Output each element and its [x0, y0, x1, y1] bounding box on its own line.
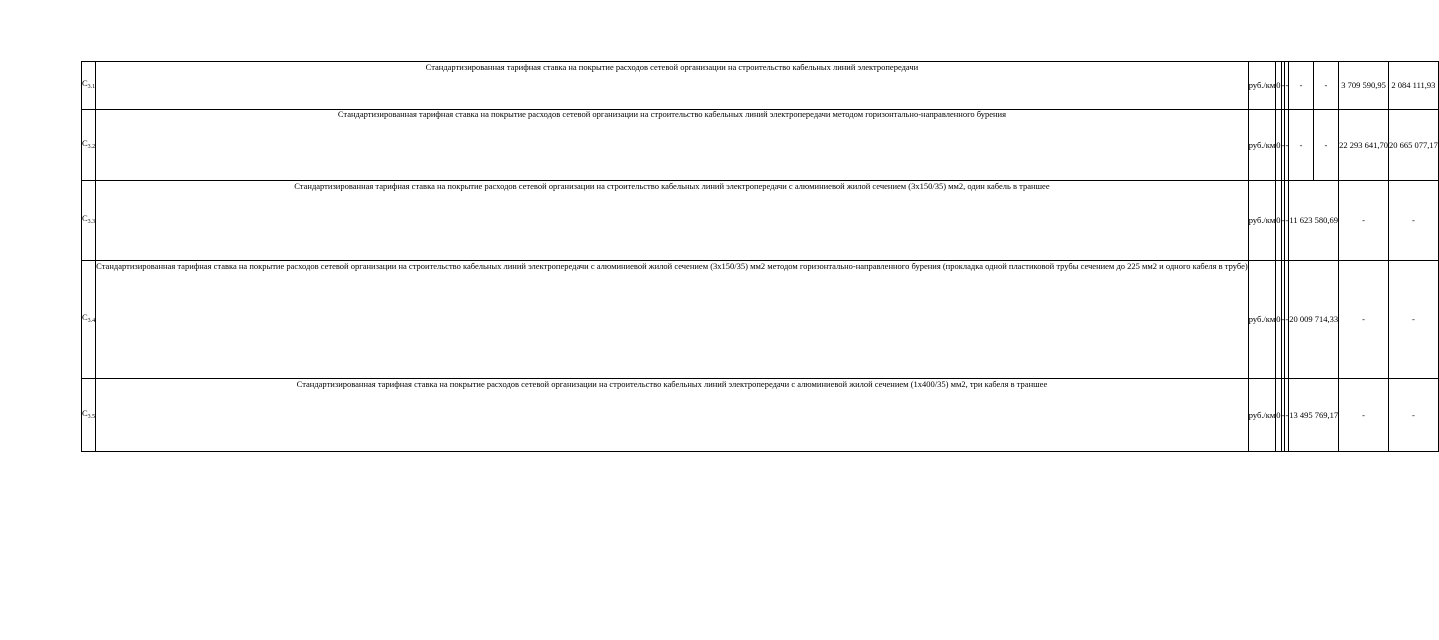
table-row: [82, 62, 1439, 110]
description-cell: Стандартизированная тарифная ставка на покрытие расходов сетевой организации на строительство кабельных линий электропередачи с алюминиевой жилой сечением (3х150/35) мм2, один кабель в траншее: [96, 181, 1249, 261]
table-row: [82, 379, 1439, 452]
table-row: [82, 110, 1439, 181]
rate-code-cell: $С_{3.4}$: [82, 261, 96, 379]
merged-value-cell: 11 623 580,69: [1289, 181, 1339, 261]
unit-cell: руб./км: [1248, 379, 1276, 452]
value-cell: -: [1285, 379, 1289, 452]
value-cell: 0: [1276, 261, 1281, 379]
value-cell: -: [1388, 181, 1438, 261]
rate-code-cell: $С_{3.5}$: [82, 379, 96, 452]
value-cell: 20 665 077,17: [1388, 110, 1438, 181]
value-cell: -: [1339, 379, 1389, 452]
value-cell: 0: [1276, 181, 1281, 261]
rate-code-cell: $С_{3.2}$: [82, 110, 96, 181]
description-cell: Стандартизированная тарифная ставка на покрытие расходов сетевой организации на строительство кабельных линий электропередачи методом горизонтально-направленного бурения: [96, 110, 1249, 181]
rate-code-cell: $С_{3.3}$: [82, 181, 96, 261]
value-cell: 22 293 641,70: [1339, 110, 1389, 181]
value-cell: 2 084 111,93: [1388, 62, 1438, 110]
value-cell: 0: [1276, 110, 1281, 181]
value-cell: 0: [1276, 62, 1281, 110]
value-cell: -: [1285, 110, 1289, 181]
value-cell: 3 709 590,95: [1339, 62, 1389, 110]
value-cell: -: [1339, 181, 1389, 261]
unit-cell: руб./км: [1248, 261, 1276, 379]
value-cell: -: [1289, 110, 1314, 181]
table-row: [82, 181, 1439, 261]
description-cell: Стандартизированная тарифная ставка на покрытие расходов сетевой организации на строительство кабельных линий электропередачи с алюминиевой жилой сечением (1х400/35) мм2, три кабеля в траншее: [96, 379, 1249, 452]
value-cell: -: [1388, 379, 1438, 452]
value-cell: -: [1289, 62, 1314, 110]
value-cell: -: [1285, 62, 1289, 110]
value-cell: -: [1281, 181, 1285, 261]
value-cell: -: [1313, 110, 1338, 181]
value-cell: -: [1285, 181, 1289, 261]
value-cell: -: [1281, 379, 1285, 452]
tariff-rates-table: [81, 61, 1439, 452]
value-cell: -: [1313, 62, 1338, 110]
value-cell: -: [1281, 110, 1285, 181]
table-row: [82, 261, 1439, 379]
rate-code-cell: $С_{3.1}$: [82, 62, 96, 110]
merged-value-cell: 20 009 714,33: [1289, 261, 1339, 379]
unit-cell: руб./км: [1248, 181, 1276, 261]
description-cell: Стандартизированная тарифная ставка на покрытие расходов сетевой организации на строительство кабельных линий электропередачи: [96, 62, 1249, 110]
value-cell: 0: [1276, 379, 1281, 452]
unit-cell: руб./км: [1248, 62, 1276, 110]
unit-cell: руб./км: [1248, 110, 1276, 181]
value-cell: -: [1388, 261, 1438, 379]
merged-value-cell: 13 495 769,17: [1289, 379, 1339, 452]
value-cell: -: [1339, 261, 1389, 379]
value-cell: -: [1285, 261, 1289, 379]
value-cell: -: [1281, 62, 1285, 110]
description-cell: Стандартизированная тарифная ставка на покрытие расходов сетевой организации на строительство кабельных линий электропередачи с алюминиевой жилой сечением (3х150/35) мм2 методом горизонтально-направленного бурения (прокладка одной пластиковой трубы сечением до 225 мм2 и одного кабеля в трубе): [96, 261, 1249, 379]
value-cell: -: [1281, 261, 1285, 379]
